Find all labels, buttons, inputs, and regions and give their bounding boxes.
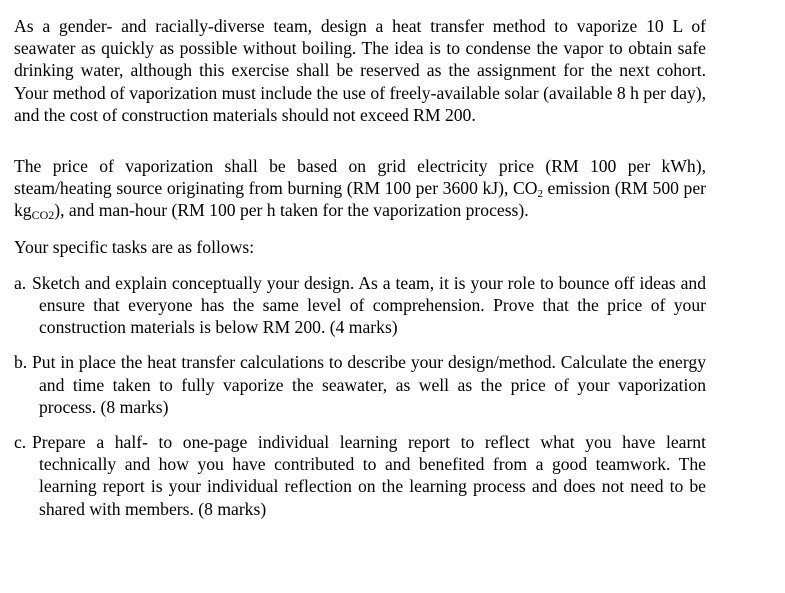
kgco2-subscript: CO2 bbox=[31, 208, 55, 223]
task-marker: b. bbox=[14, 352, 28, 373]
task-item-c bbox=[14, 431, 706, 520]
task-item-a bbox=[14, 272, 706, 339]
pricing-text-1: The price of vaporization shall be based on grid electricity price (RM 100 per kWh), steam/heating source originating from burning (RM 100 per 3600 kJ), CO bbox=[14, 156, 706, 199]
task-text: Prepare a half- to one-page individual learning report to reflect what you have learnt technically and how you have contributed to and benefited from a good teamwork. The learning report is your individual reflection on the learning process and does not need to be shared with members. (8 marks) bbox=[32, 432, 706, 519]
pricing-text-3: ), and man-hour (RM 100 per h taken for the vaporization process). bbox=[54, 200, 529, 221]
assignment-document bbox=[14, 15, 706, 533]
intro-paragraph: As a gender- and racially-diverse team, design a heat transfer method to vaporize 10 L of seawater as quickly as possible without boiling. The idea is to condense the vapor to obtain safe drinking water, although this exercise shall be reserved as the assignment for the next cohort. Your method of vaporization must include the use of freely-available solar (available 8 h per day), and the cost of construction materials should not exceed RM 200. bbox=[14, 16, 706, 125]
co2-subscript: 2 bbox=[537, 188, 543, 201]
tasks-heading: Your specific tasks are as follows: bbox=[14, 236, 255, 257]
task-text: Sketch and explain conceptually your design. As a team, it is your role to bounce off ideas and ensure that everyone has the same level of comprehension. Prove that the price of your construction materials is below RM 200. (4 marks) bbox=[32, 272, 706, 338]
task-marker: a. bbox=[14, 272, 27, 293]
task-text: Put in place the heat transfer calculations to describe your design/method. Calculate the energy and time taken to fully vaporize the seawater, as well as the price of your vaporization process. (8 marks) bbox=[32, 352, 706, 417]
pricing-text-2: emission (RM 500 per kg bbox=[14, 178, 707, 221]
pricing-paragraph bbox=[14, 155, 706, 222]
task-item-b bbox=[14, 351, 706, 418]
task-marker: c. bbox=[14, 432, 27, 453]
